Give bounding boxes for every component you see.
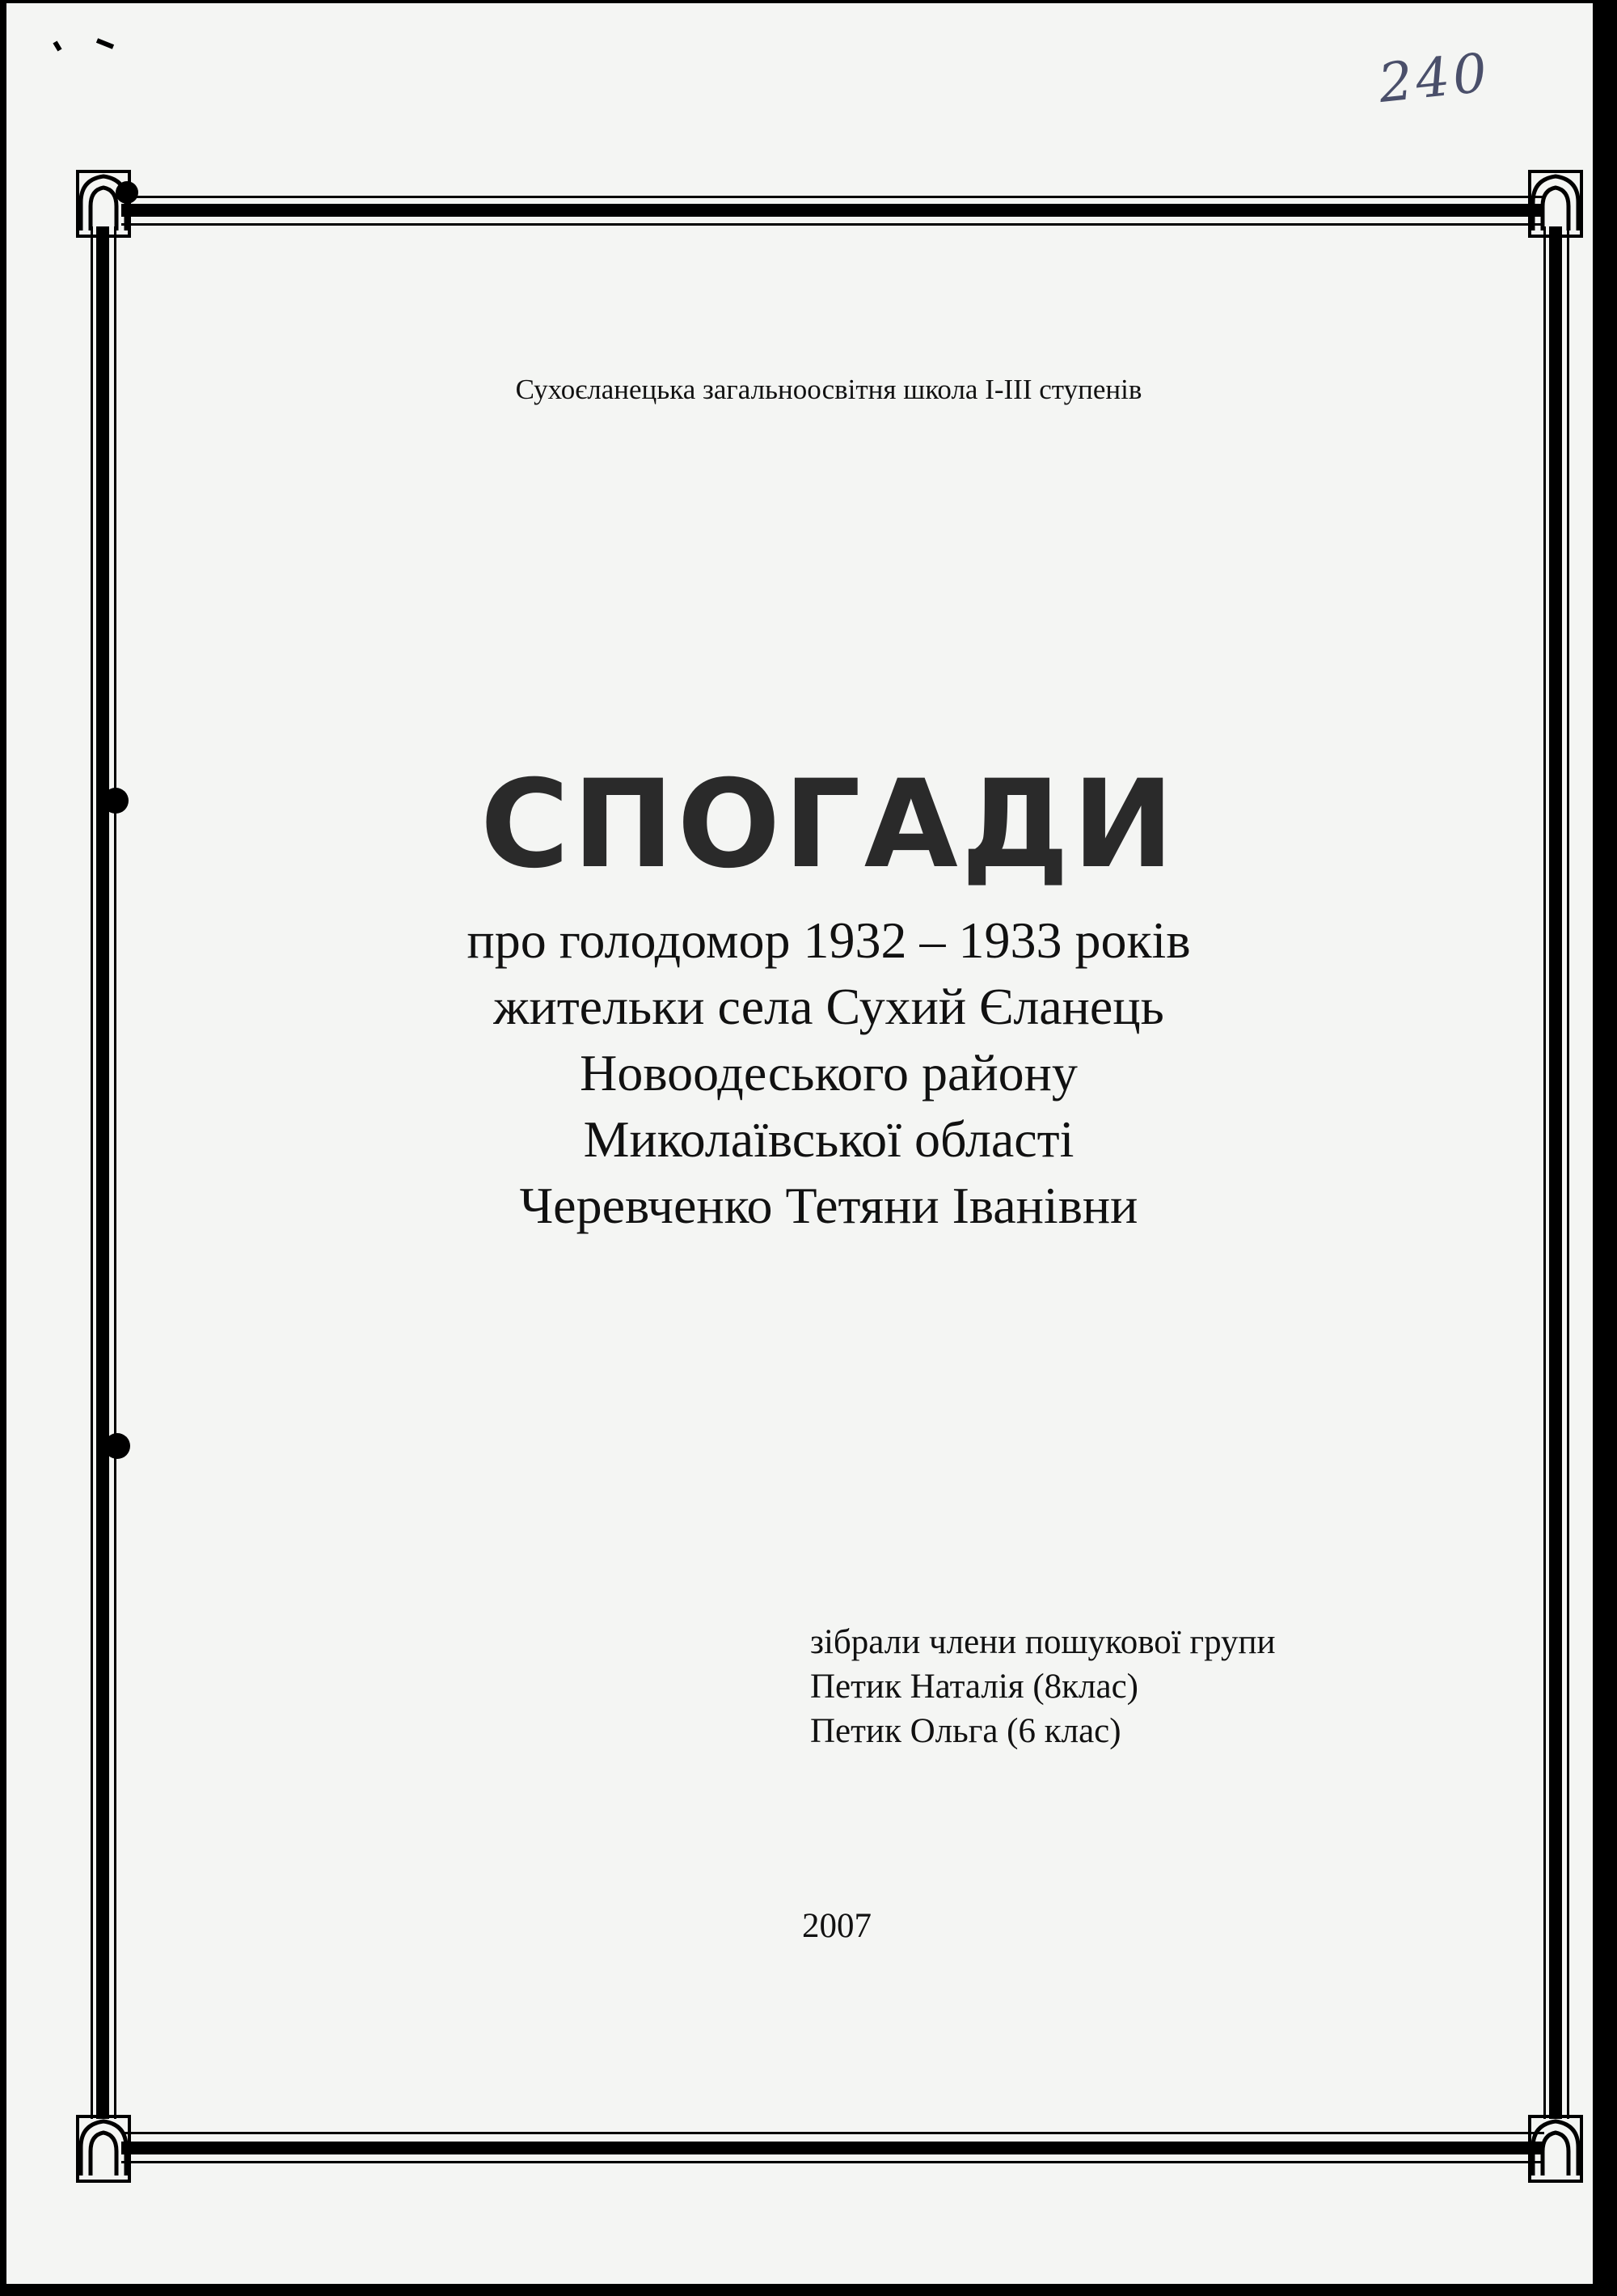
school-name: Сухоєланецька загальноосвітня школа І-ІІІ ступенів <box>515 374 1142 405</box>
punch-hole-top <box>116 181 138 204</box>
collector-name: Петик Ольга (6 клас) <box>810 1712 1121 1750</box>
scan-mark <box>55 40 113 50</box>
collectors-block <box>810 1620 1276 1753</box>
subtitle-line: Черевченко Тетяни Іванівни <box>519 1177 1138 1234</box>
subtitle-line: Миколаївської області <box>583 1110 1074 1168</box>
frame-bottom-bar <box>121 2132 1544 2163</box>
frame-top-bar <box>121 196 1544 226</box>
collector-name: Петик Наталія (8клас) <box>810 1668 1138 1706</box>
document-year: 2007 <box>802 1907 872 1945</box>
document-subtitle <box>0 907 1617 1239</box>
collectors-heading: зібрали члени пошукової групи <box>810 1623 1276 1661</box>
subtitle-line: про голодомор 1932 – 1933 років <box>467 911 1191 969</box>
document-title: СПОГАДИ <box>480 755 1177 895</box>
subtitle-line: Новоодеського району <box>580 1044 1078 1101</box>
subtitle-line: жительки села Сухий Єланець <box>493 978 1164 1035</box>
punch-hole-bottom <box>104 1433 130 1459</box>
handwritten-archive-number: 240 <box>1375 40 1493 116</box>
